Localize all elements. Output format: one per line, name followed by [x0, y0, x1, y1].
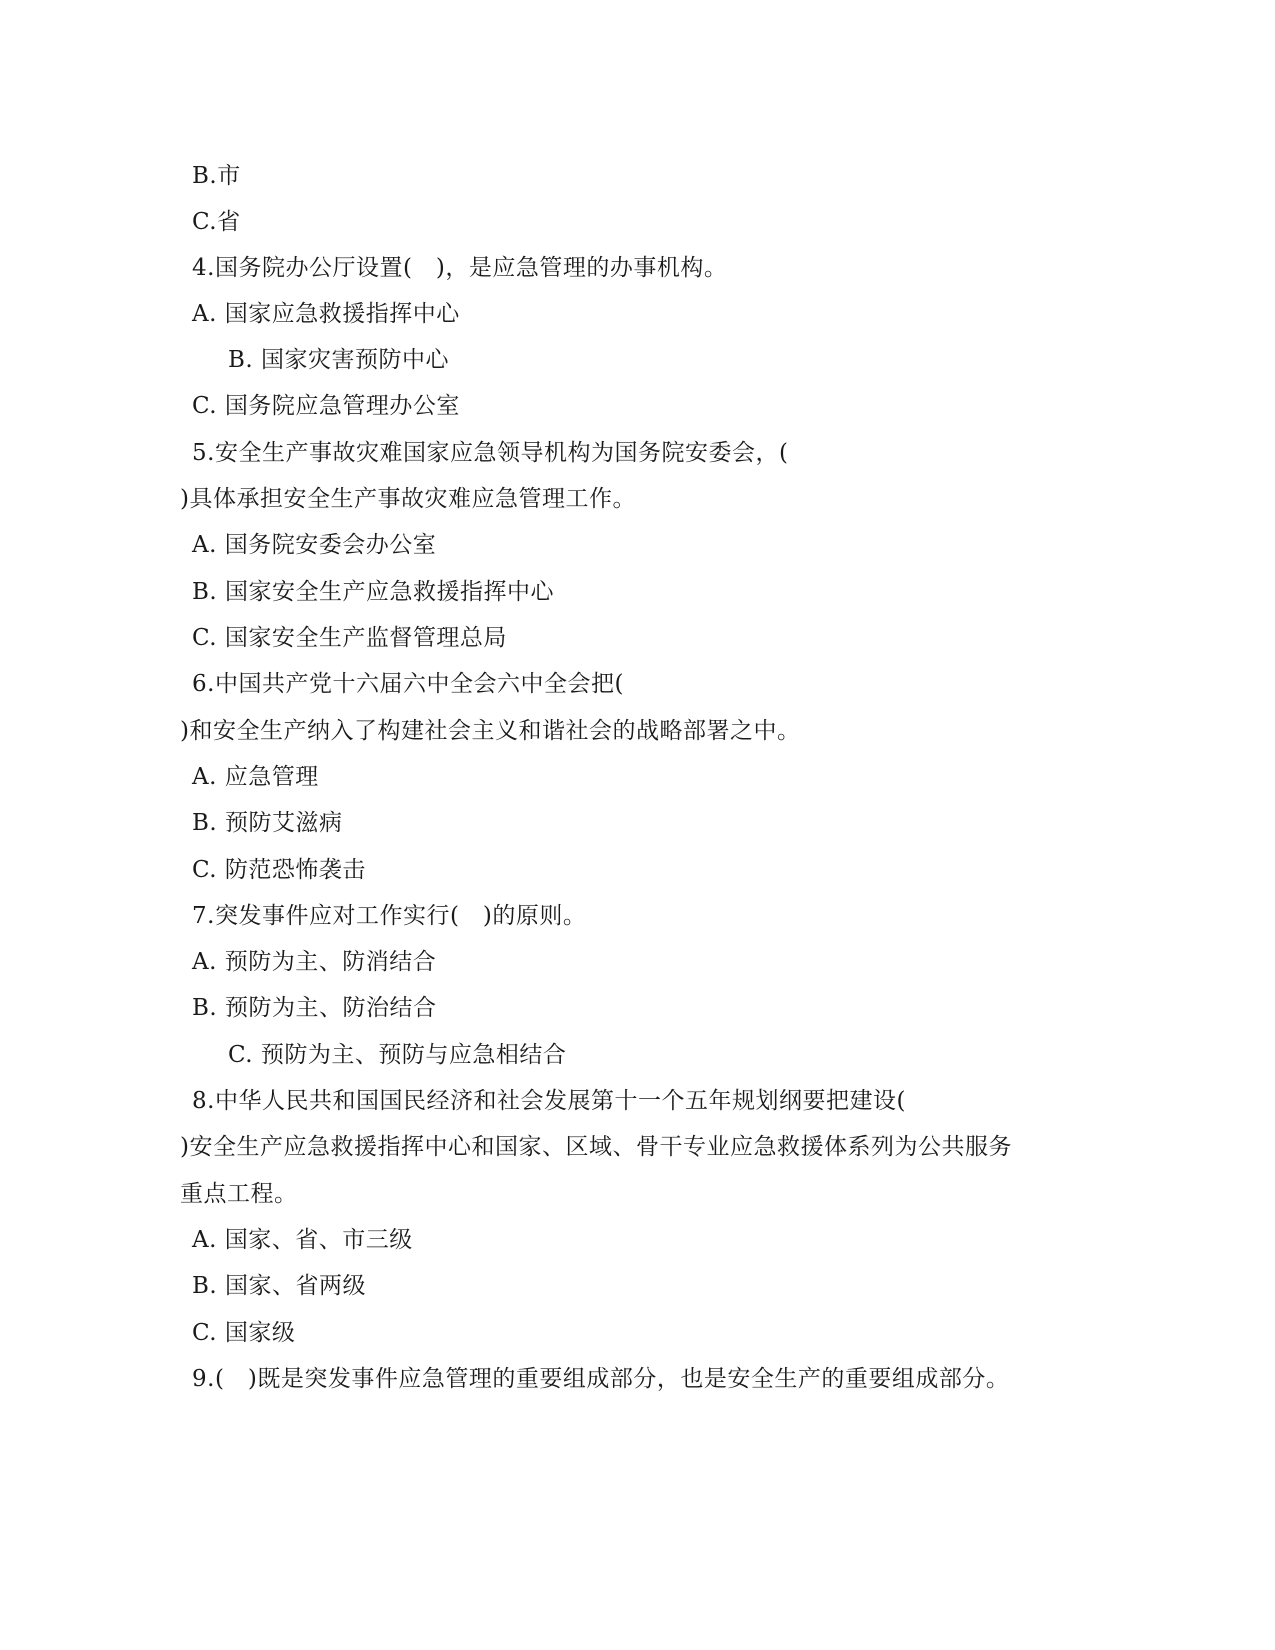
question-6: 6.中国共产党十六届六中全会六中全会把( — [192, 671, 624, 697]
option-3-c: C.省 — [192, 209, 241, 235]
question-8-cont-2: 重点工程。 — [180, 1181, 298, 1207]
option-8-b: B. 国家、省两级 — [192, 1273, 367, 1299]
option-6-b: B. 预防艾滋病 — [192, 810, 343, 836]
option-4-b: B. 国家灾害预防中心 — [228, 347, 450, 373]
option-8-a: A. 国家、省、市三级 — [192, 1227, 413, 1253]
option-3-b: B.市 — [192, 163, 241, 189]
option-4-a: A. 国家应急救援指挥中心 — [192, 301, 460, 327]
option-4-c: C. 国务院应急管理办公室 — [192, 393, 460, 419]
question-7: 7.突发事件应对工作实行( )的原则。 — [192, 903, 587, 929]
option-8-c: C. 国家级 — [192, 1320, 296, 1346]
question-8-cont: )安全生产应急救援指挥中心和国家、区域、骨干专业应急救援体系列为公共服务 — [180, 1134, 1012, 1160]
option-6-a: A. 应急管理 — [192, 764, 319, 790]
question-6-cont: )和安全生产纳入了构建社会主义和谐社会的战略部署之中。 — [180, 718, 801, 744]
option-5-a: A. 国务院安委会办公室 — [192, 532, 437, 558]
option-5-b: B. 国家安全生产应急救援指挥中心 — [192, 579, 555, 605]
option-6-c: C. 防范恐怖袭击 — [192, 857, 366, 883]
question-5: 5.安全生产事故灾难国家应急领导机构为国务院安委会，( — [192, 440, 789, 466]
option-7-b: B. 预防为主、防治结合 — [192, 995, 437, 1021]
option-5-c: C. 国家安全生产监督管理总局 — [192, 625, 507, 651]
question-9: 9.( )既是突发事件应急管理的重要组成部分，也是安全生产的重要组成部分。 — [192, 1366, 1010, 1392]
question-4: 4.国务院办公厅设置( )，是应急管理的办事机构。 — [192, 255, 728, 281]
option-7-c: C. 预防为主、预防与应急相结合 — [228, 1042, 567, 1068]
option-7-a: A. 预防为主、防消结合 — [192, 949, 437, 975]
question-5-cont: )具体承担安全生产事故灾难应急管理工作。 — [180, 486, 636, 512]
question-8: 8.中华人民共和国国民经济和社会发展第十一个五年规划纲要把建设( — [192, 1088, 906, 1114]
